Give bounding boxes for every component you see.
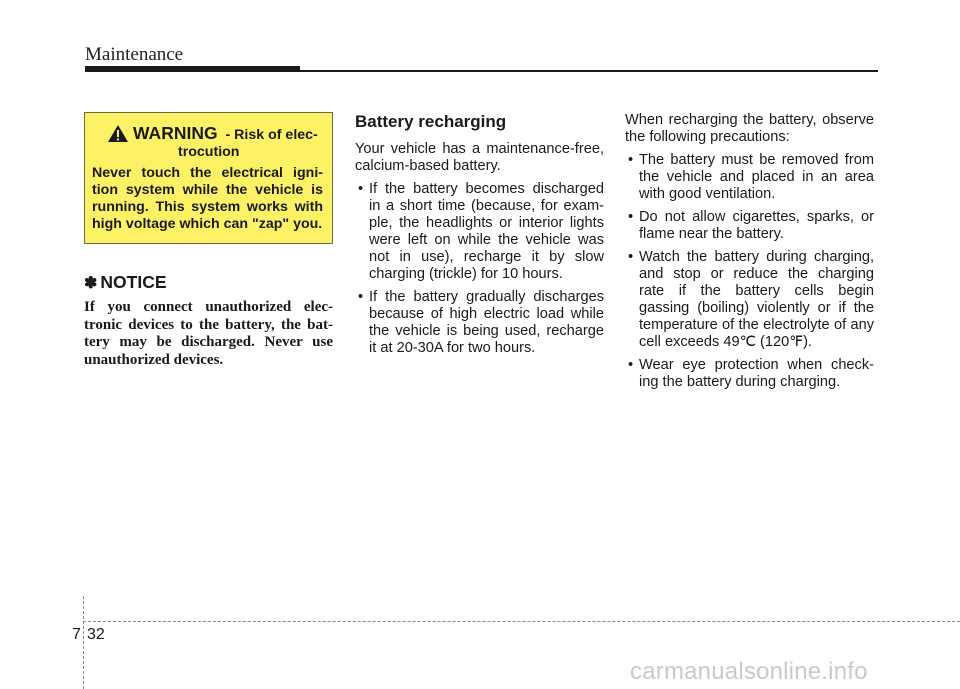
battery-intro: Your vehicle has a maintenance-free, calcium-based battery. [355, 141, 604, 174]
warning-triangle-icon [107, 124, 129, 143]
notice-heading [84, 272, 333, 293]
list-item: • Wear eye protection when check-ing the battery during charging. [625, 357, 874, 391]
precautions-intro: When recharging the battery, observe the following precautions: [625, 112, 874, 145]
header-rule-thick [85, 66, 300, 72]
list-item: • Do not allow cigarettes, sparks, or flame near the battery. [625, 209, 874, 243]
battery-bullet-list [355, 181, 604, 357]
list-item: • If the battery becomes discharged in a short time (because, for exam-ple, the headlights or interior lights were left on while the vehicle was not in use), recharge it by slow charging (trickle) for 10 hours. [355, 181, 604, 283]
list-item: • The battery must be removed from the vehicle and placed in an area with good ventilation. [625, 152, 874, 203]
page-number: 32 [87, 626, 105, 643]
header-rule-thin [300, 70, 878, 72]
notice-mark: ✽ [84, 274, 98, 292]
warning-box [84, 112, 333, 244]
notice-title: NOTICE [100, 272, 167, 292]
column-middle [355, 112, 604, 363]
chapter-number: 7 [72, 626, 81, 643]
warning-body: Never touch the electrical igni-tion system while the vehicle is running. This system works with high voltage which can "zap" you. [92, 165, 323, 232]
warning-header [107, 125, 323, 161]
precautions-bullet-list [625, 152, 874, 391]
warning-label: WARNING [133, 123, 218, 143]
notice-body: If you connect unauthorized elec-tronic devices to the battery, the bat-tery may be discharged. Never use unauthorized devices. [84, 299, 333, 368]
column-right [625, 112, 874, 397]
list-item: • If the battery gradually discharges because of high electric load while the vehicle is being used, recharge it at 20-30A for two hours. [355, 289, 604, 357]
warning-subtitle-line1: - Risk of elec- [221, 127, 318, 143]
column-left [84, 112, 333, 369]
footer-rule [83, 621, 960, 622]
list-item: • Watch the battery during charging, and stop or reduce the charging rate if the battery cells begin gassing (boiling) violently or if the temperature of the electrolyte of any cell exceeds 49℃ (120℉). [625, 249, 874, 351]
page-header-title: Maintenance [85, 44, 184, 65]
warning-subtitle-line2: trocution [178, 144, 240, 160]
section-heading: Battery recharging [355, 112, 507, 131]
footer-vertical-rule [83, 596, 84, 689]
watermark: carmanualsonline.info [630, 658, 868, 685]
